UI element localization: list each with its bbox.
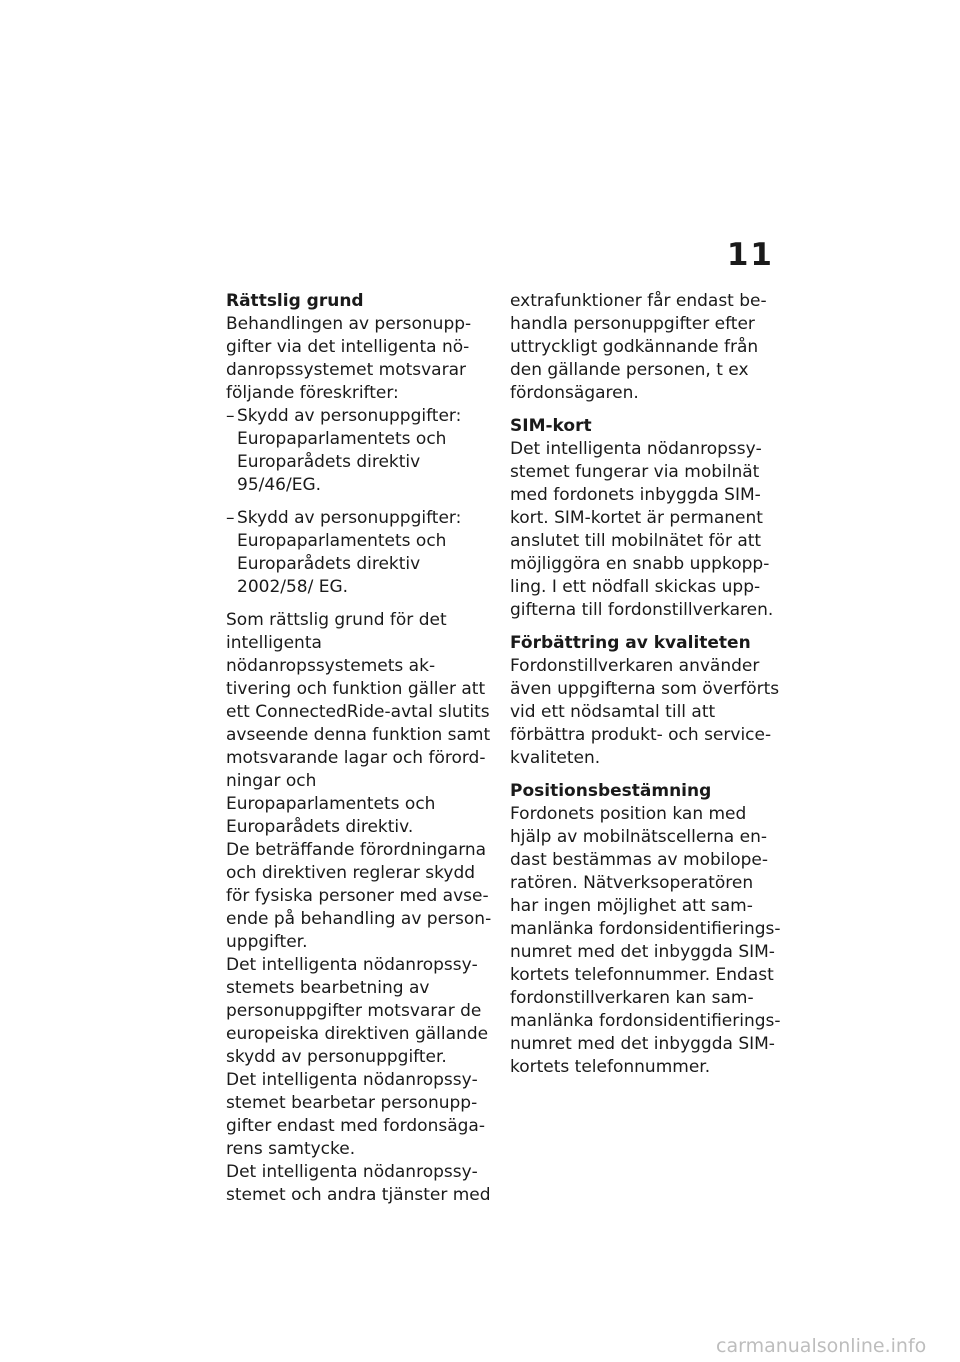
list-item-text: Skydd av personuppgifter: Europaparlamentets och Europarådets direktiv 95/46/EG.	[237, 406, 462, 495]
quality-paragraph: Fordonstillverkaren använder även uppgifterna som överförts vid ett nödsamtal till att förbättra produkt- och servicekvaliteten.	[510, 656, 780, 768]
left-column	[226, 290, 492, 1207]
watermark-text: carmanualsonline.info	[716, 1335, 927, 1357]
processing-paragraph: Det intelligenta nödanropssystemets bearbetning av personuppgifter motsvarar de europeiska direktiven gällande skydd av personuppgifter.	[226, 955, 489, 1067]
legal-basis-heading: Rättslig grund	[226, 291, 364, 311]
directive-list	[226, 405, 492, 599]
page-number: 11	[726, 237, 774, 273]
bullet-dash: –	[226, 508, 235, 528]
list-item	[226, 405, 492, 497]
continued-paragraph: extrafunktioner får endast behandla personuppgifter efter uttryckligt godkännande från den gällande personen, t ex fördonsägaren.	[510, 291, 767, 403]
quality-heading: Förbättring av kvaliteten	[510, 633, 751, 653]
consent-paragraph: Det intelligenta nödanropssystemet bearbetar personuppgifter endast med fordonsägarens samtycke.	[226, 1070, 485, 1159]
positioning-heading: Positionsbestämning	[510, 781, 712, 801]
legal-basis-intro: Behandlingen av personuppgifter via det intelligenta nödanropssystemet motsvarar följande föreskrifter:	[226, 314, 472, 403]
positioning-paragraph: Fordonets position kan med hjälp av mobilnätscellerna endast bestämmas av mobiloperatören. Nätverksoperatören har ingen möjlighet att sammanlänka fordonsidentifieringsnumret med det inbyggda SIM-kortets telefonnummer. Endast fordonstillverkaren kan sammanlänka fordonsidentifieringsnumret med det inbyggda SIM-kortets telefonnummer.	[510, 804, 781, 1077]
regulations-paragraph: De beträffande förordningarna och direktiven reglerar skydd för fysiska personer med avseende på behandling av personuppgifter.	[226, 840, 492, 952]
legal-basis-paragraph: Som rättslig grund för det intelligenta nödanropssystemets aktivering och funktion gäller att ett ConnectedRide-avtal slutits avseende denna funktion samt motsvarande lagar och förordningar och Europaparlamentets och Europarådets direktiv.	[226, 610, 491, 837]
sim-card-paragraph: Det intelligenta nödanropssystemet fungerar via mobilnät med fordonets inbyggda SIM-kort. SIM-kortet är permanent anslutet till mobilnätet för att möjliggöra en snabb uppkoppling. I ett nödfall skickas uppgifterna till fordonstillverkaren.	[510, 439, 774, 620]
right-column	[510, 290, 782, 1079]
sim-card-heading: SIM-kort	[510, 416, 592, 436]
list-item	[226, 507, 492, 599]
list-item-text: Skydd av personuppgifter: Europaparlamentets och Europarådets direktiv 2002/58/ EG.	[237, 508, 462, 597]
other-services-paragraph: Det intelligenta nödanropssystemet och andra tjänster med	[226, 1162, 491, 1205]
bullet-dash: –	[226, 406, 235, 426]
